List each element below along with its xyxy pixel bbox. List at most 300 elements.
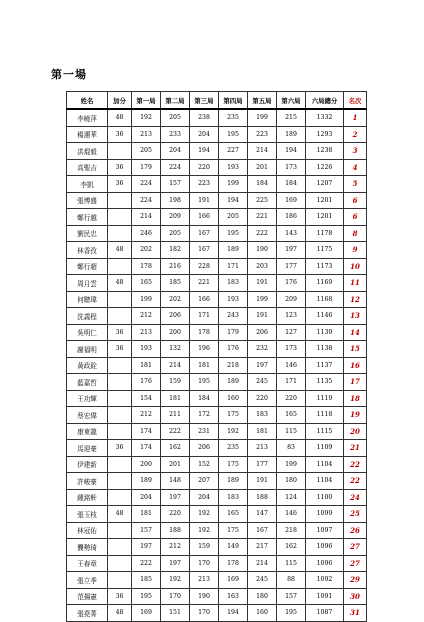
column-header-game-5: 第五局	[248, 92, 277, 110]
table-row	[67, 572, 367, 589]
cell-total: 1097	[306, 522, 344, 539]
cell-game-5: 213	[248, 440, 277, 457]
table-row	[67, 225, 367, 242]
cell-game-5: 201	[248, 159, 277, 176]
cell-name: 蔡宏偉	[67, 407, 108, 424]
cell-game-6: 115	[277, 423, 306, 440]
cell-total: 1175	[306, 242, 344, 259]
table-row	[67, 341, 367, 358]
cell-game-5: 147	[248, 506, 277, 523]
table-row	[67, 209, 367, 226]
cell-game-4: 205	[219, 209, 248, 226]
cell-game-3: 206	[190, 440, 219, 457]
cell-total: 1138	[306, 341, 344, 358]
cell-game-5: 160	[248, 605, 277, 622]
table-row	[67, 143, 367, 160]
cell-name: 張博盛	[67, 192, 108, 209]
cell-game-5: 220	[248, 390, 277, 407]
table-row	[67, 605, 367, 622]
cell-name: 洪焜毅	[67, 143, 108, 160]
cell-game-3: 184	[190, 390, 219, 407]
table-row	[67, 176, 367, 193]
cell-total: 1104	[306, 456, 344, 473]
cell-name: 鄭行超	[67, 258, 108, 275]
cell-total: 1104	[306, 473, 344, 490]
cell-game-4: 189	[219, 473, 248, 490]
cell-game-5: 191	[248, 473, 277, 490]
cell-game-1: 212	[132, 407, 161, 424]
cell-game-1: 204	[132, 489, 161, 506]
page-title: 第一場	[51, 68, 87, 81]
cell-total: 1087	[306, 605, 344, 622]
cell-total: 1092	[306, 572, 344, 589]
cell-game-3: 167	[190, 225, 219, 242]
cell-bonus	[108, 143, 132, 160]
cell-game-1: 157	[132, 522, 161, 539]
column-header-total: 六局總分	[306, 92, 344, 110]
cell-rank: 22	[344, 473, 367, 490]
cell-game-5: 181	[248, 423, 277, 440]
cell-game-4: 218	[219, 357, 248, 374]
cell-game-3: 170	[190, 555, 219, 572]
cell-bonus: 36	[108, 440, 132, 457]
table-row	[67, 126, 367, 143]
cell-game-3: 191	[190, 192, 219, 209]
cell-bonus	[108, 225, 132, 242]
cell-bonus: 48	[108, 242, 132, 259]
cell-game-4: 165	[219, 506, 248, 523]
cell-rank: 14	[344, 324, 367, 341]
cell-game-1: 189	[132, 473, 161, 490]
cell-total: 1332	[306, 109, 344, 126]
cell-rank: 24	[344, 489, 367, 506]
cell-game-2: 200	[161, 324, 190, 341]
cell-rank: 21	[344, 440, 367, 457]
cell-game-2: 148	[161, 473, 190, 490]
cell-game-2: 212	[161, 539, 190, 556]
cell-total: 1201	[306, 192, 344, 209]
cell-game-6: 195	[277, 605, 306, 622]
cell-game-1: 179	[132, 159, 161, 176]
cell-total: 1178	[306, 225, 344, 242]
cell-game-2: 170	[161, 588, 190, 605]
cell-name: 許峻豪	[67, 473, 108, 490]
cell-game-5: 190	[248, 242, 277, 259]
cell-rank: 9	[344, 242, 367, 259]
cell-game-5: 225	[248, 192, 277, 209]
cell-game-6: 184	[277, 176, 306, 193]
cell-game-2: 197	[161, 555, 190, 572]
cell-bonus: 36	[108, 126, 132, 143]
cell-game-6: 218	[277, 522, 306, 539]
cell-rank: 22	[344, 456, 367, 473]
cell-game-4: 176	[219, 341, 248, 358]
table-row	[67, 407, 367, 424]
cell-game-3: 204	[190, 126, 219, 143]
cell-game-2: 197	[161, 489, 190, 506]
cell-game-2: 198	[161, 192, 190, 209]
cell-game-2: 211	[161, 407, 190, 424]
cell-rank: 4	[344, 159, 367, 176]
cell-total: 1139	[306, 324, 344, 341]
cell-name: 洗義程	[67, 308, 108, 325]
cell-name: 李凱	[67, 176, 108, 193]
cell-game-4: 175	[219, 522, 248, 539]
cell-name: 龔勢琦	[67, 539, 108, 556]
cell-bonus: 48	[108, 605, 132, 622]
cell-name: 張玉枝	[67, 506, 108, 523]
cell-name: 謝福明	[67, 341, 108, 358]
cell-rank: 8	[344, 225, 367, 242]
cell-bonus	[108, 308, 132, 325]
cell-game-2: 216	[161, 258, 190, 275]
cell-game-6: 169	[277, 192, 306, 209]
cell-bonus	[108, 258, 132, 275]
cell-game-6: 123	[277, 308, 306, 325]
cell-game-1: 214	[132, 209, 161, 226]
cell-game-1: 202	[132, 242, 161, 259]
cell-game-3: 195	[190, 374, 219, 391]
cell-name: 王功輝	[67, 390, 108, 407]
cell-game-2: 182	[161, 242, 190, 259]
cell-name: 伊建新	[67, 456, 108, 473]
cell-total: 1169	[306, 275, 344, 292]
cell-game-1: 213	[132, 324, 161, 341]
cell-game-1: 165	[132, 275, 161, 292]
cell-game-3: 166	[190, 291, 219, 308]
cell-game-6: 146	[277, 357, 306, 374]
cell-rank: 27	[344, 555, 367, 572]
table-row	[67, 324, 367, 341]
cell-rank: 26	[344, 522, 367, 539]
cell-bonus	[108, 374, 132, 391]
cell-game-4: 193	[219, 291, 248, 308]
cell-rank: 31	[344, 605, 367, 622]
cell-total: 1096	[306, 555, 344, 572]
cell-rank: 13	[344, 308, 367, 325]
cell-game-6: 220	[277, 390, 306, 407]
cell-total: 1118	[306, 407, 344, 424]
column-header-game-3: 第三局	[190, 92, 219, 110]
cell-game-3: 167	[190, 242, 219, 259]
cell-bonus	[108, 522, 132, 539]
cell-game-1: 154	[132, 390, 161, 407]
column-header-rank: 名次	[344, 92, 367, 110]
cell-total: 1119	[306, 390, 344, 407]
cell-game-6: 180	[277, 473, 306, 490]
cell-rank: 6	[344, 192, 367, 209]
cell-name: 黃政銓	[67, 357, 108, 374]
cell-name: 馬迎豪	[67, 440, 108, 457]
table-row	[67, 291, 367, 308]
cell-game-4: 183	[219, 275, 248, 292]
cell-game-5: 177	[248, 456, 277, 473]
cell-game-2: 214	[161, 357, 190, 374]
cell-total: 1096	[306, 539, 344, 556]
cell-game-4: 194	[219, 605, 248, 622]
cell-game-2: 204	[161, 143, 190, 160]
cell-rank: 3	[344, 143, 367, 160]
cell-game-2: 220	[161, 506, 190, 523]
cell-total: 1115	[306, 423, 344, 440]
cell-game-3: 181	[190, 357, 219, 374]
cell-rank: 17	[344, 374, 367, 391]
table-row	[67, 423, 367, 440]
table-row	[67, 555, 367, 572]
cell-total: 1173	[306, 258, 344, 275]
cell-rank: 11	[344, 275, 367, 292]
cell-game-6: 189	[277, 126, 306, 143]
cell-game-5: 180	[248, 588, 277, 605]
cell-game-6: 146	[277, 506, 306, 523]
cell-game-6: 177	[277, 258, 306, 275]
cell-game-2: 206	[161, 308, 190, 325]
cell-game-5: 183	[248, 407, 277, 424]
cell-game-2: 233	[161, 126, 190, 143]
table-row	[67, 159, 367, 176]
cell-rank: 10	[344, 258, 367, 275]
cell-game-4: 163	[219, 588, 248, 605]
cell-game-1: 174	[132, 423, 161, 440]
cell-game-4: 192	[219, 423, 248, 440]
cell-name: 高聖吉	[67, 159, 108, 176]
cell-game-5: 199	[248, 291, 277, 308]
cell-game-4: 183	[219, 489, 248, 506]
column-header-bonus: 加分	[108, 92, 132, 110]
cell-game-3: 213	[190, 572, 219, 589]
cell-game-5: 214	[248, 143, 277, 160]
cell-game-4: 195	[219, 126, 248, 143]
cell-bonus	[108, 291, 132, 308]
cell-game-3: 194	[190, 143, 219, 160]
cell-game-5: 206	[248, 324, 277, 341]
cell-game-4: 227	[219, 143, 248, 160]
cell-game-6: 176	[277, 275, 306, 292]
cell-game-1: 169	[132, 605, 161, 622]
table-row	[67, 473, 367, 490]
cell-bonus: 36	[108, 588, 132, 605]
cell-game-6: 199	[277, 456, 306, 473]
cell-rank: 20	[344, 423, 367, 440]
table-row	[67, 506, 367, 523]
cell-rank: 18	[344, 390, 367, 407]
cell-game-1: 192	[132, 109, 161, 126]
cell-game-1: 224	[132, 192, 161, 209]
cell-rank: 19	[344, 407, 367, 424]
cell-game-5: 199	[248, 109, 277, 126]
cell-game-2: 151	[161, 605, 190, 622]
cell-game-1: 197	[132, 539, 161, 556]
cell-game-2: 222	[161, 423, 190, 440]
cell-name: 林香孜	[67, 242, 108, 259]
cell-game-4: 189	[219, 374, 248, 391]
cell-name: 范揚憲	[67, 588, 108, 605]
cell-game-2: 162	[161, 440, 190, 457]
cell-bonus	[108, 489, 132, 506]
cell-game-1: 178	[132, 258, 161, 275]
column-header-game-2: 第二局	[161, 92, 190, 110]
cell-bonus: 48	[108, 506, 132, 523]
cell-game-6: 194	[277, 143, 306, 160]
cell-bonus	[108, 209, 132, 226]
cell-name: 鍾銘軒	[67, 489, 108, 506]
cell-game-3: 221	[190, 275, 219, 292]
cell-game-4: 194	[219, 192, 248, 209]
cell-name: 吳明仁	[67, 324, 108, 341]
cell-game-6: 173	[277, 159, 306, 176]
table-row	[67, 275, 367, 292]
cell-rank: 6	[344, 209, 367, 226]
table-row	[67, 192, 367, 209]
column-header-game-1: 第一局	[132, 92, 161, 110]
cell-game-6: 88	[277, 572, 306, 589]
cell-game-1: 181	[132, 506, 161, 523]
cell-game-1: 199	[132, 291, 161, 308]
cell-game-1: 185	[132, 572, 161, 589]
cell-game-2: 181	[161, 390, 190, 407]
cell-name: 何聰瑋	[67, 291, 108, 308]
cell-name: 王春章	[67, 555, 108, 572]
cell-game-5: 191	[248, 275, 277, 292]
cell-bonus	[108, 456, 132, 473]
cell-game-5: 232	[248, 341, 277, 358]
cell-game-3: 228	[190, 258, 219, 275]
cell-bonus	[108, 357, 132, 374]
cell-game-5: 217	[248, 539, 277, 556]
table-row	[67, 539, 367, 556]
cell-game-3: 207	[190, 473, 219, 490]
table-row	[67, 308, 367, 325]
cell-game-3: 204	[190, 489, 219, 506]
table-row	[67, 456, 367, 473]
cell-game-4: 235	[219, 109, 248, 126]
cell-game-4: 175	[219, 407, 248, 424]
cell-bonus	[108, 539, 132, 556]
cell-bonus: 48	[108, 109, 132, 126]
cell-game-4: 243	[219, 308, 248, 325]
cell-game-1: 181	[132, 357, 161, 374]
cell-total: 1100	[306, 489, 344, 506]
cell-game-4: 195	[219, 225, 248, 242]
cell-name: 張立季	[67, 572, 108, 589]
cell-rank: 1	[344, 109, 367, 126]
cell-game-1: 224	[132, 176, 161, 193]
cell-game-4: 179	[219, 324, 248, 341]
cell-game-3: 170	[190, 605, 219, 622]
cell-total: 1226	[306, 159, 344, 176]
cell-total: 1238	[306, 143, 344, 160]
cell-game-2: 202	[161, 291, 190, 308]
cell-total: 1091	[306, 588, 344, 605]
cell-game-3: 172	[190, 407, 219, 424]
cell-game-4: 235	[219, 440, 248, 457]
cell-game-5: 203	[248, 258, 277, 275]
column-header-game-4: 第四局	[219, 92, 248, 110]
table-row	[67, 522, 367, 539]
cell-game-2: 209	[161, 209, 190, 226]
cell-game-2: 188	[161, 522, 190, 539]
cell-game-2: 224	[161, 159, 190, 176]
cell-rank: 12	[344, 291, 367, 308]
cell-rank: 5	[344, 176, 367, 193]
table-row	[67, 440, 367, 457]
cell-game-4: 175	[219, 456, 248, 473]
cell-bonus: 36	[108, 176, 132, 193]
cell-game-5: 222	[248, 225, 277, 242]
cell-total: 1201	[306, 209, 344, 226]
cell-total: 1168	[306, 291, 344, 308]
cell-game-1: 193	[132, 341, 161, 358]
cell-game-3: 231	[190, 423, 219, 440]
cell-game-4: 199	[219, 176, 248, 193]
cell-game-5: 223	[248, 126, 277, 143]
cell-name: 藍嘉哲	[67, 374, 108, 391]
cell-game-6: 157	[277, 588, 306, 605]
cell-game-2: 192	[161, 572, 190, 589]
cell-game-3: 178	[190, 324, 219, 341]
cell-game-2: 132	[161, 341, 190, 358]
cell-game-1: 176	[132, 374, 161, 391]
cell-game-5: 188	[248, 489, 277, 506]
header-row	[67, 92, 367, 110]
cell-game-6: 173	[277, 341, 306, 358]
cell-game-2: 205	[161, 109, 190, 126]
cell-game-2: 185	[161, 275, 190, 292]
cell-name: 劉民忠	[67, 225, 108, 242]
cell-total: 1109	[306, 440, 344, 457]
cell-game-3: 196	[190, 341, 219, 358]
cell-game-2: 205	[161, 225, 190, 242]
cell-game-3: 159	[190, 539, 219, 556]
cell-game-4: 149	[219, 539, 248, 556]
cell-game-6: 186	[277, 209, 306, 226]
cell-game-1: 195	[132, 588, 161, 605]
cell-game-5: 221	[248, 209, 277, 226]
cell-game-5: 184	[248, 176, 277, 193]
cell-game-3: 192	[190, 506, 219, 523]
cell-game-1: 246	[132, 225, 161, 242]
cell-game-4: 178	[219, 555, 248, 572]
cell-game-6: 197	[277, 242, 306, 259]
cell-game-3: 238	[190, 109, 219, 126]
cell-game-1: 200	[132, 456, 161, 473]
cell-rank: 29	[344, 572, 367, 589]
cell-rank: 25	[344, 506, 367, 523]
cell-name: 鄭行越	[67, 209, 108, 226]
cell-game-4: 160	[219, 390, 248, 407]
cell-game-4: 189	[219, 242, 248, 259]
cell-total: 1137	[306, 357, 344, 374]
cell-game-6: 115	[277, 555, 306, 572]
cell-rank: 16	[344, 357, 367, 374]
table-row	[67, 357, 367, 374]
cell-total: 1099	[306, 506, 344, 523]
cell-game-1: 174	[132, 440, 161, 457]
table-row	[67, 242, 367, 259]
cell-game-4: 193	[219, 159, 248, 176]
cell-game-3: 220	[190, 159, 219, 176]
cell-game-3: 171	[190, 308, 219, 325]
cell-game-1: 213	[132, 126, 161, 143]
cell-name: 林冠佑	[67, 522, 108, 539]
cell-game-5: 197	[248, 357, 277, 374]
cell-total: 1135	[306, 374, 344, 391]
cell-game-3: 192	[190, 522, 219, 539]
cell-game-3: 190	[190, 588, 219, 605]
cell-game-5: 167	[248, 522, 277, 539]
cell-game-2: 159	[161, 374, 190, 391]
cell-game-6: 171	[277, 374, 306, 391]
